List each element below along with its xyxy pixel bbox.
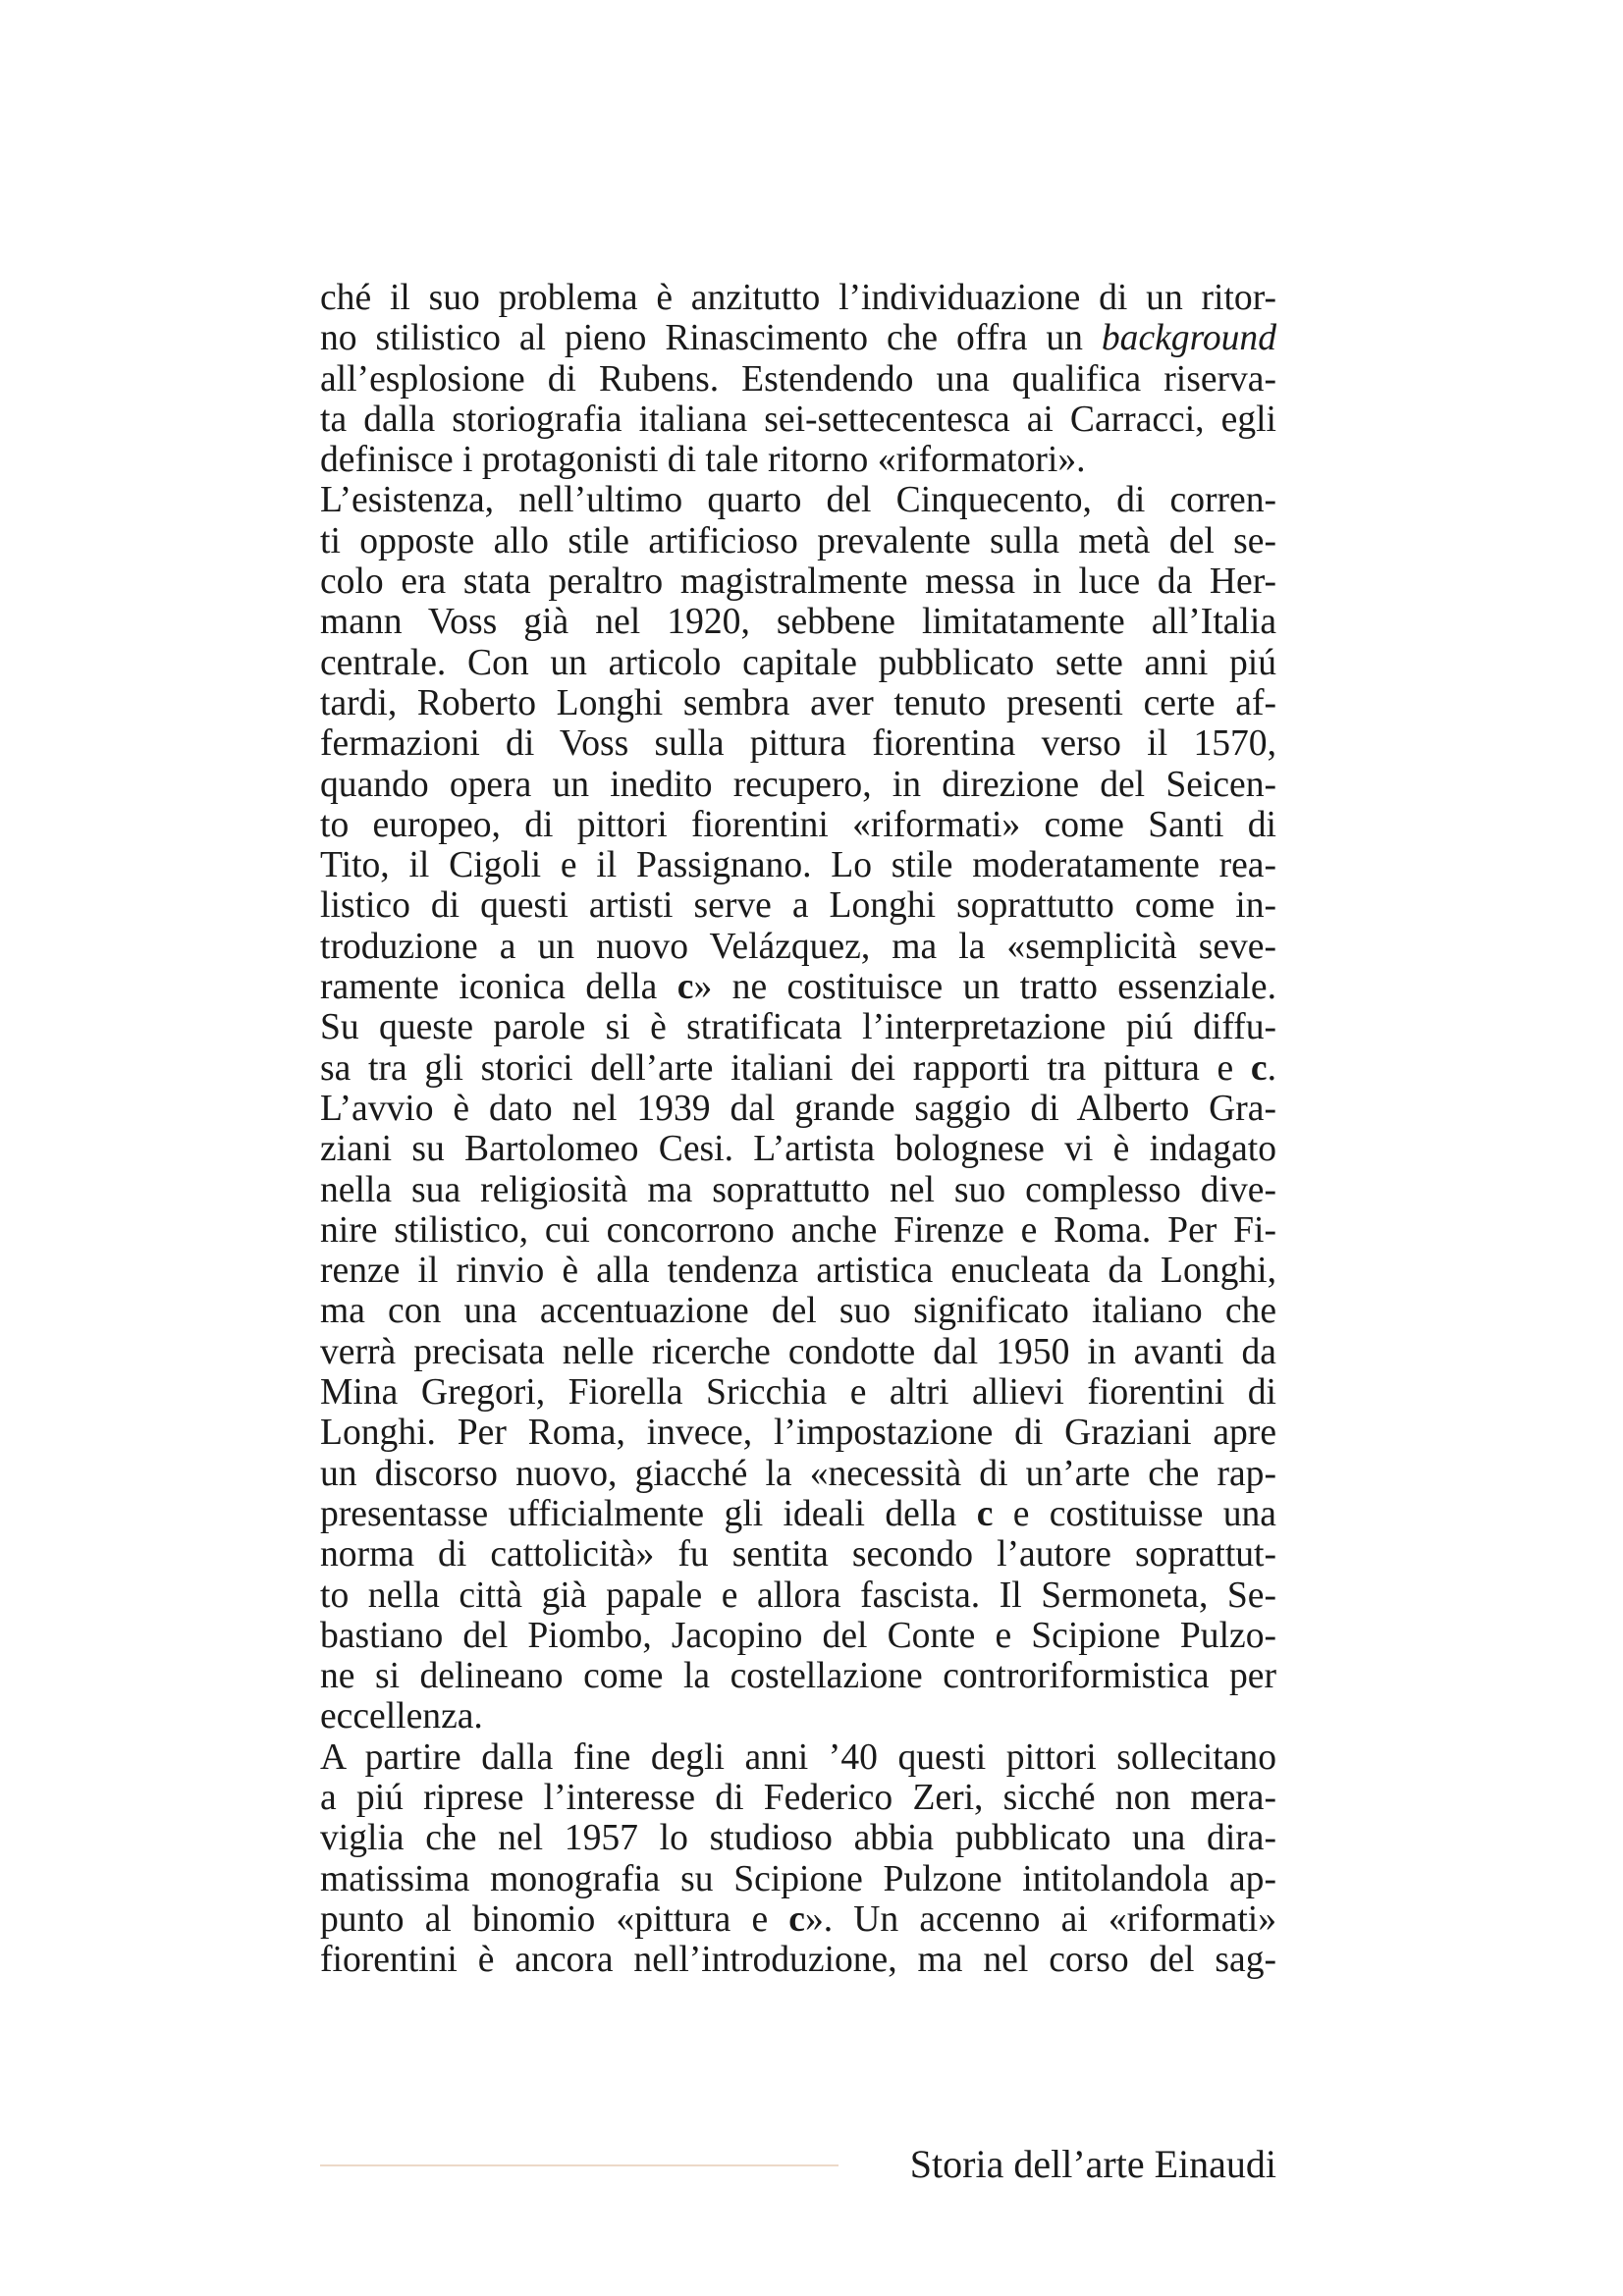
text-run: » ne costituisce un tratto essenziale. [693,967,1276,1008]
text-run: ti opposte allo stile artificioso prevalente sulla metà del se- [320,520,1276,561]
text-run: norma di cattolicità» fu sentita secondo l’autore soprattut- [320,1534,1276,1575]
text-run: colo era stata peraltro magistralmente messa in luce da Her- [320,561,1276,603]
text-run: Longhi. Per Roma, invece, l’impostazione di Graziani apre [320,1413,1276,1454]
text-line [320,1048,1276,1089]
text-line [320,521,1276,561]
text-run: ché il suo problema è anzitutto l’individuazione di un ritor- [320,278,1276,318]
text-run: quando opera un inedito recupero, in direzione del Seicen- [320,764,1276,805]
text-line [320,683,1276,723]
text-line [320,1007,1276,1047]
text-run: background [1101,318,1276,359]
text-run: c [676,967,694,1008]
text-run: a piú riprese l’interesse di Federico Zeri, sicché non mera- [320,1777,1276,1818]
text-line [320,278,1276,318]
text-run: matissima monografia su Scipione Pulzone intitolandola ap- [320,1858,1276,1899]
text-run: e costituisse una [993,1493,1276,1534]
footer-title: Storia dell’arte Einaudi [909,2142,1276,2186]
text-run: eccellenza. [320,1696,483,1737]
text-line [320,1494,1276,1534]
text-run: Mina Gregori, Fiorella Sricchia e altri allievi fiorentini di [320,1372,1276,1414]
text-run: . [1267,1047,1276,1089]
text-line [320,318,1276,358]
text-line [320,1413,1276,1453]
text-run: ». Un accenno ai «riformati» [804,1898,1277,1940]
text-run: no stilistico al pieno Rinascimento che offra un [320,318,1102,359]
text-run: L’avvio è dato nel 1939 dal grande saggio di Alberto Gra- [320,1088,1276,1129]
text-line [320,1575,1276,1616]
text-run: viglia che nel 1957 lo studioso abbia pubblicato una dira- [320,1818,1276,1859]
text-run: sa tra gli storici dell’arte italiani dei rapporti tra pittura e [320,1047,1251,1089]
text-run: all’esplosione di Rubens. Estendendo una qualifica riserva- [320,358,1276,400]
text-line [320,561,1276,602]
text-line [320,927,1276,967]
text-run: listico di questi artisti serve a Longhi soprattutto come in- [320,885,1276,927]
text-run: to nella città già papale e allora fascista. Il Sermoneta, Se- [320,1575,1276,1616]
text-line [320,1696,1276,1736]
text-line [320,480,1276,520]
text-run: un discorso nuovo, giacché la «necessità di un’arte che rap- [320,1453,1276,1494]
text-run: L’esistenza, nell’ultimo quarto del Cinquecento, di corren- [320,480,1276,521]
text-run: fermazioni di Voss sulla pittura fiorentina verso il 1570, [320,723,1276,765]
text-run: nella sua religiosità ma soprattutto nel suo complesso dive- [320,1169,1276,1210]
text-line [320,765,1276,805]
text-run: ne si delineano come la costellazione controriformistica per [320,1656,1276,1697]
text-run: to europeo, di pittori fiorentini «riformati» come Santi di [320,804,1276,845]
text-line [320,602,1276,642]
text-run: fiorentini è ancora nell’introduzione, ma nel corso del sag- [320,1940,1276,1981]
text-run: punto al binomio «pittura e [320,1898,789,1940]
text-line [320,1454,1276,1494]
footer-rule [320,2164,839,2166]
body-text [320,278,1276,1980]
text-line [320,1940,1276,1980]
text-line [320,1129,1276,1169]
text-line [320,1332,1276,1372]
text-line [320,1210,1276,1251]
text-run: ma con una accentuazione del suo significato italiano che [320,1291,1276,1332]
text-line [320,885,1276,926]
text-run: tardi, Roberto Longhi sembra aver tenuto presenti certe af- [320,682,1276,723]
text-line [320,845,1276,885]
text-run: Tito, il Cigoli e il Passignano. Lo stile moderatamente rea- [320,845,1276,886]
text-line [320,440,1276,480]
text-run: verrà precisata nelle ricerche condotte dal 1950 in avanti da [320,1331,1276,1372]
text-run: centrale. Con un articolo capitale pubblicato sette anni piú [320,642,1276,683]
text-line [320,1859,1276,1899]
text-line [320,1778,1276,1818]
text-line [320,643,1276,683]
text-run: Su queste parole si è stratificata l’interpretazione piú diffu- [320,1007,1276,1048]
text-run: c [976,1493,994,1534]
text-line [320,1818,1276,1858]
text-line [320,805,1276,845]
text-run: renze il rinvio è alla tendenza artistica enucleata da Longhi, [320,1251,1276,1292]
text-run: c [1250,1047,1268,1089]
text-run: nire stilistico, cui concorrono anche Firenze e Roma. Per Fi- [320,1209,1276,1251]
text-run: ramente iconica della [320,967,677,1008]
text-line [320,1291,1276,1331]
text-line [320,967,1276,1007]
text-run: ziani su Bartolomeo Cesi. L’artista bolognese vi è indagato [320,1129,1276,1170]
text-line [320,1372,1276,1413]
text-line [320,1616,1276,1656]
text-run: ta dalla storiografia italiana sei-settecentesca ai Carracci, egli [320,399,1276,440]
text-line [320,400,1276,440]
text-line [320,359,1276,400]
text-run: A partire dalla fine degli anni ’40 questi pittori sollecitano [320,1736,1276,1778]
text-line [320,1534,1276,1575]
text-line [320,723,1276,764]
text-line [320,1656,1276,1696]
text-line [320,1170,1276,1210]
text-run: definisce i protagonisti di tale ritorno «riformatori». [320,440,1086,481]
text-run: presentasse ufficialmente gli ideali della [320,1493,977,1534]
text-run: c [788,1898,805,1940]
text-run: bastiano del Piombo, Jacopino del Conte e Scipione Pulzo- [320,1615,1276,1656]
text-run: mann Voss già nel 1920, sebbene limitatamente all’Italia [320,602,1276,643]
text-line [320,1251,1276,1291]
text-run: troduzione a un nuovo Velázquez, ma la «semplicità seve- [320,926,1276,967]
text-line [320,1089,1276,1129]
text-line [320,1737,1276,1778]
text-line [320,1899,1276,1940]
